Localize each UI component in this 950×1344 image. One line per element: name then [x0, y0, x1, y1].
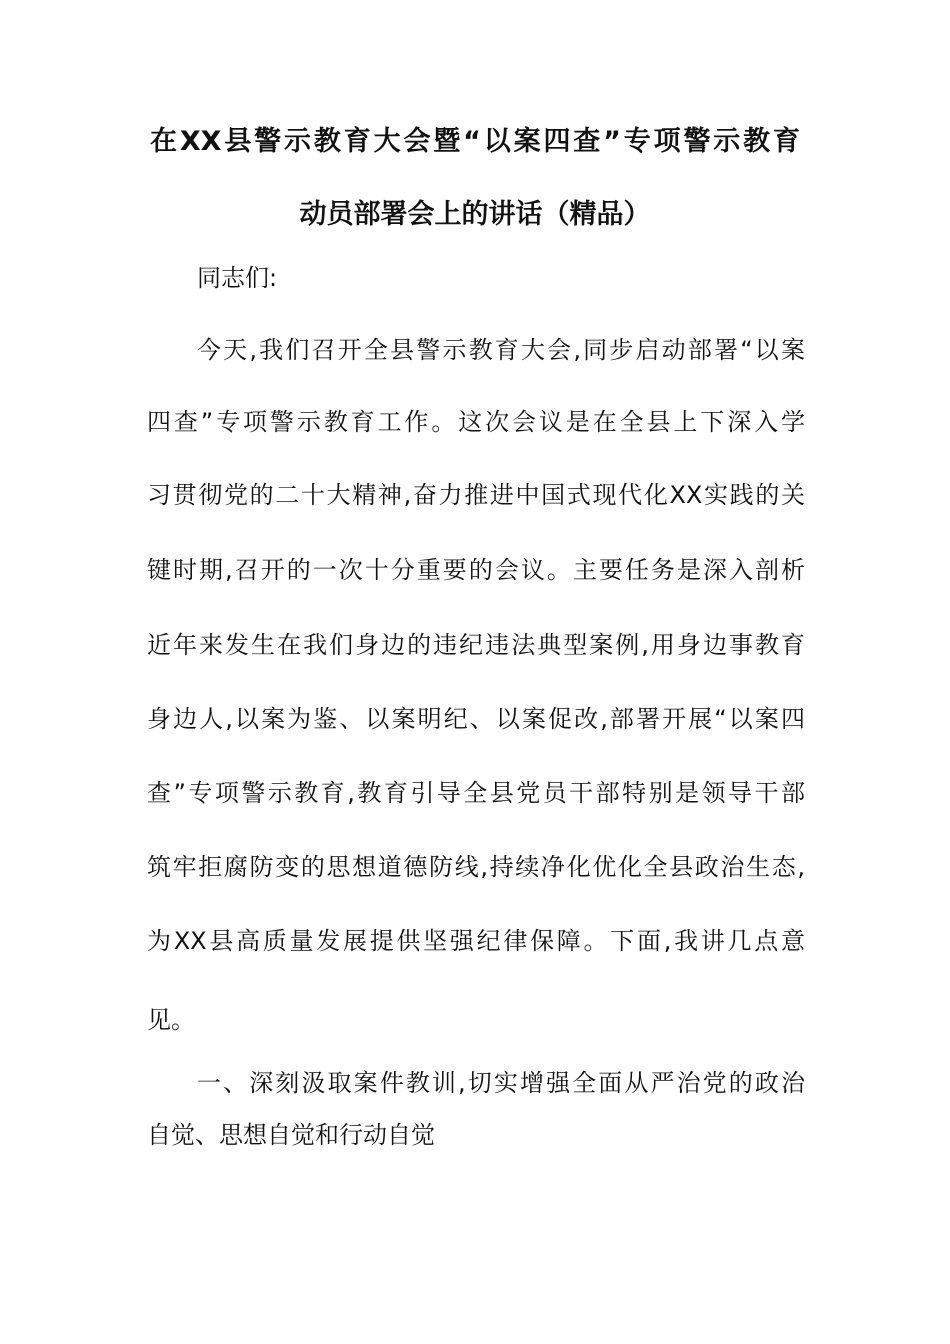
section-heading-line: 一、深刻汲取案件教训,切实增强全面从严治党的政治 [197, 1069, 805, 1097]
paragraph-line: 见。 [147, 1006, 195, 1034]
paragraph-line: 筑牢拒腐防变的思想道德防线,持续净化优化全县政治生态, [147, 853, 805, 881]
paragraph-line: 键时期,召开的一次十分重要的会议。主要任务是深入剖析 [147, 556, 805, 584]
document-title-line-2: 动员部署会上的讲话（精品） [299, 199, 651, 230]
document-title-line-1: 在XX县警示教育大会暨“以案四查”专项警示教育 [150, 126, 800, 157]
paragraph-line: 近年来发生在我们身边的违纪违法典型案例,用身边事教育 [147, 631, 805, 659]
paragraph-line: 身边人,以案为鉴、以案明纪、以案促改,部署开展“以案四 [147, 705, 805, 733]
paragraph-line: 今天,我们召开全县警示教育大会,同步启动部署“以案 [197, 336, 805, 364]
paragraph-line: 四查”专项警示教育工作。这次会议是在全县上下深入学 [147, 408, 805, 436]
paragraph-line: 为XX县高质量发展提供坚强纪律保障。下面,我讲几点意 [147, 927, 805, 955]
paragraph-line: 查”专项警示教育,教育引导全县党员干部特别是领导干部 [147, 779, 805, 807]
section-heading-line: 自觉、思想自觉和行动自觉 [147, 1121, 435, 1149]
salutation: 同志们: [197, 264, 278, 292]
paragraph-line: 习贯彻党的二十大精神,奋力推进中国式现代化XX实践的关 [147, 481, 805, 509]
